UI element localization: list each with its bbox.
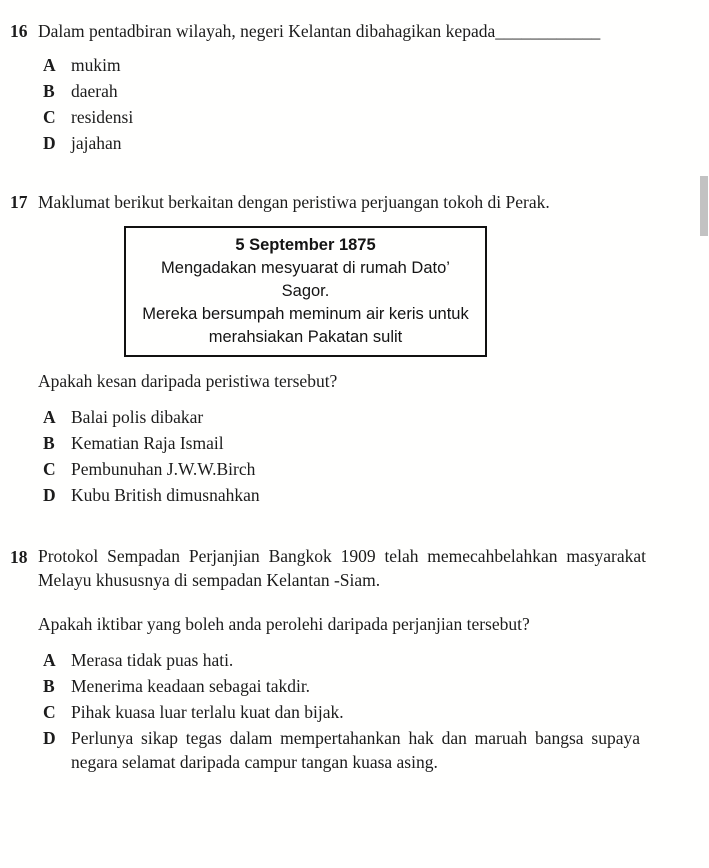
option-text: Pihak kuasa luar terlalu kuat dan bijak.	[71, 702, 344, 722]
option-letter: C	[43, 107, 56, 127]
info-box-title: 5 September 1875	[235, 236, 376, 254]
option-row	[38, 725, 648, 774]
question-text: Maklumat berikut berkaitan dengan peristiwa perjuangan tokoh di Perak.	[38, 192, 550, 212]
option-text: Kubu British dimusnahkan	[71, 485, 260, 505]
question-text: Dalam pentadbiran wilayah, negeri Kelantan dibahagikan kepada____________	[38, 21, 601, 41]
question-16	[0, 18, 709, 156]
info-box-line: merahsiakan Pakatan sulit	[208, 328, 403, 346]
option-row	[38, 430, 648, 456]
option-row	[38, 78, 648, 104]
option-text: residensi	[71, 107, 134, 127]
question-number: 18	[10, 547, 28, 567]
question-prompt: Apakah kesan daripada peristiwa tersebut?	[38, 371, 338, 391]
option-row	[38, 52, 648, 78]
option-letter: A	[43, 55, 56, 75]
option-text: jajahan	[71, 133, 122, 153]
option-row	[38, 647, 648, 673]
option-letter: D	[43, 485, 56, 505]
info-box-line: Mereka bersumpah meminum air keris untuk	[142, 305, 469, 323]
question-18	[0, 544, 709, 774]
options-list	[38, 52, 648, 156]
option-text: Balai polis dibakar	[71, 407, 204, 427]
option-text: mukim	[71, 55, 121, 75]
option-row	[38, 673, 648, 699]
option-text: Kematian Raja Ismail	[71, 433, 224, 453]
question-prompt: Apakah iktibar yang boleh anda perolehi daripada perjanjian tersebut?	[38, 614, 530, 634]
question-number: 17	[10, 192, 28, 212]
option-letter: B	[43, 433, 55, 453]
option-letter: C	[43, 702, 56, 722]
option-letter: C	[43, 459, 56, 479]
option-row	[38, 104, 648, 130]
option-letter: B	[43, 676, 55, 696]
options-list	[38, 647, 648, 774]
option-letter: A	[43, 650, 56, 670]
question-body	[38, 544, 648, 774]
option-row	[38, 404, 648, 430]
option-text: Perlunya sikap tegas dalam mempertahankan hak dan maruah bangsa supaya negara selamat daripada campur tangan kuasa asing.	[71, 728, 640, 772]
option-letter: B	[43, 81, 55, 101]
option-text: Pembunuhan J.W.W.Birch	[71, 459, 256, 479]
option-text: Menerima keadaan sebagai takdir.	[71, 676, 311, 696]
option-row	[38, 482, 648, 508]
info-box-line: Mengadakan mesyuarat di rumah Dato’ Sagor.	[161, 259, 450, 300]
options-list	[38, 404, 648, 508]
option-letter: D	[43, 728, 56, 748]
option-row	[38, 456, 648, 482]
question-number: 16	[10, 21, 28, 41]
question-text: Protokol Sempadan Perjanjian Bangkok 1909 telah memecahbelahkan masyarakat Melayu khususnya di sempadan Kelantan -Siam.	[38, 546, 646, 590]
option-row	[38, 130, 648, 156]
question-body	[38, 189, 648, 508]
option-letter: D	[43, 133, 56, 153]
info-box	[124, 226, 487, 357]
question-17	[0, 189, 709, 508]
option-text: Merasa tidak puas hati.	[71, 650, 234, 670]
scrollbar-thumb[interactable]	[700, 176, 708, 236]
option-row	[38, 699, 648, 725]
option-letter: A	[43, 407, 56, 427]
option-text: daerah	[71, 81, 118, 101]
question-body	[38, 18, 648, 156]
